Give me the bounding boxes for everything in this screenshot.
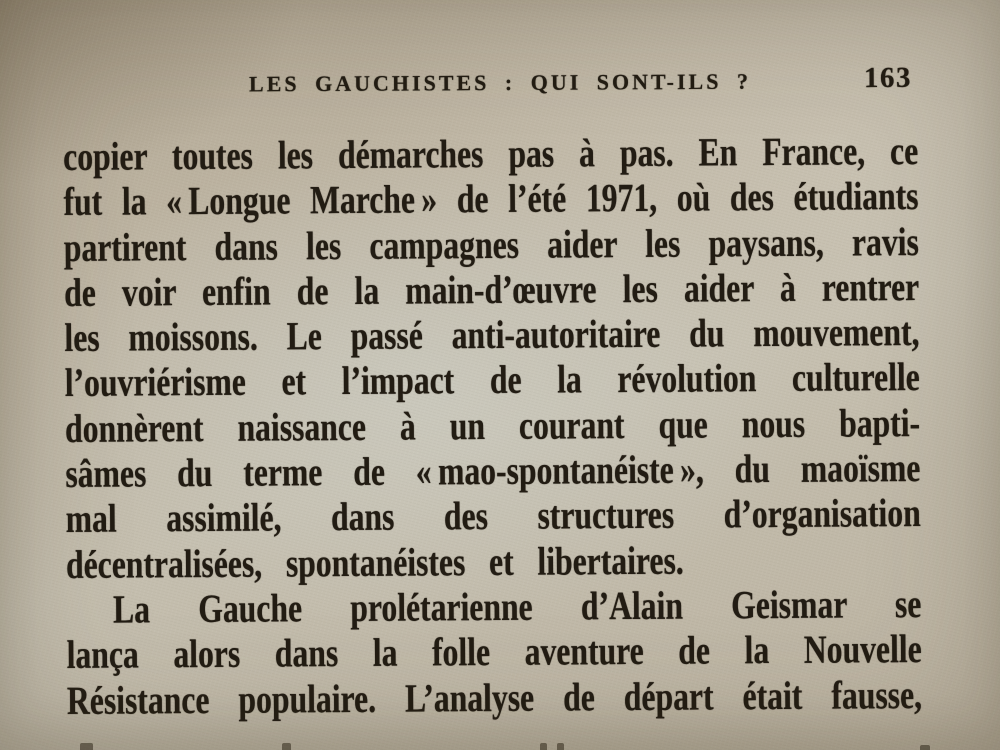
text-line: les moissons. Le passé anti-autoritaire du mouvement, — [64, 309, 920, 361]
page-header — [0, 61, 1000, 106]
cutoff-line-fragment — [920, 745, 930, 750]
cutoff-line-fragment — [540, 743, 547, 750]
text-line: mal assimilé, dans des structures d’organisation — [65, 490, 921, 542]
cutoff-line-fragment — [282, 743, 291, 750]
text-line: lança alors dans la folle aventure de la Nouvelle — [66, 626, 922, 678]
cutoff-line-fragment — [80, 743, 93, 750]
text-line: l’ouvriérisme et l’impact de la révolution culturelle — [64, 354, 920, 406]
text-line: de voir enfin de la main-d’œuvre les aider à rentrer — [63, 263, 920, 315]
text-line: Résistance populaire. L’analyse de départ était fausse, — [66, 671, 923, 723]
page-number: 163 — [863, 61, 913, 95]
text-line: fut la « Longue Marche » de l’été 1971, où des étudiants — [63, 173, 919, 225]
text-line: donnèrent naissance à un courant que nous bapti- — [64, 399, 921, 451]
text-line: sâmes du terme de « mao-spontanéiste », du maoïsme — [65, 445, 921, 497]
text-line-paragraph-end: décentralisées, spontanéistes et libertaires. — [65, 537, 684, 587]
page-body — [63, 128, 923, 723]
running-title: LES GAUCHISTES : QUI SONT-ILS ? — [248, 68, 752, 97]
cutoff-line-fragment — [557, 743, 564, 750]
text-line: partirent dans les campagnes aider les paysans, ravis — [63, 218, 919, 270]
text-line-paragraph-start: La Gauche prolétarienne d’Alain Geismar se — [112, 580, 922, 632]
text-line: copier toutes les démarches pas à pas. En France, ce — [63, 128, 919, 179]
